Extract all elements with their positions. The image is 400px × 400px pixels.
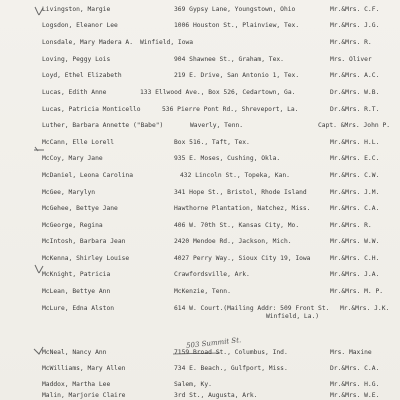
student-name: Loving, Peggy Lois: [42, 56, 111, 63]
list-item: [0, 305, 400, 325]
parent-name: Mrs. Oliver: [330, 56, 372, 63]
parent-name: Mr.&Mrs. C.W.: [330, 172, 380, 179]
student-name: McCann, Elle Lorell: [42, 139, 115, 146]
address: Waverly, Tenn.: [190, 122, 244, 129]
address: 432 Lincoln St., Topeka, Kan.: [180, 172, 290, 179]
parent-name: Mr.&Mrs. J.M.: [330, 189, 380, 196]
address: 369 Gypsy Lane, Youngstown, Ohio: [174, 6, 296, 13]
list-item: [0, 172, 400, 186]
student-name: Maddox, Martha Lee: [42, 381, 111, 388]
list-item: [0, 155, 400, 169]
parent-name: Mr.&Mrs. W.W.: [330, 238, 380, 245]
student-name: McKenna, Shirley Louise: [42, 255, 130, 262]
parent-name: Dr.&Mrs. C.A.: [330, 365, 380, 372]
address: 935 E. Moses, Cushing, Okla.: [174, 155, 281, 162]
parent-name: Mr.&Mrs. C.A.: [330, 205, 380, 212]
address: 219 E. Drive, San Antonio 1, Tex.: [174, 72, 300, 79]
parent-name: Dr.&Mrs. W.B.: [330, 89, 380, 96]
list-item: [0, 6, 400, 20]
parent-name: Mr.&Mrs. W.E.: [330, 392, 380, 399]
address: 904 Shawnee St., Graham, Tex.: [174, 56, 284, 63]
list-item: [0, 349, 400, 363]
address: 406 W. 70th St., Kansas City, Mo.: [174, 222, 300, 229]
student-name: McGee, Marylyn: [42, 189, 96, 196]
address: 1006 Houston St., Plainview, Tex.: [174, 22, 300, 29]
list-item: [0, 365, 400, 379]
address: 7159 Broad St., Columbus, Ind.: [174, 349, 288, 356]
address: 4027 Perry Way., Sioux City 19, Iowa: [174, 255, 311, 262]
list-item: [0, 39, 400, 53]
student-name: McKnight, Patricia: [42, 271, 111, 278]
list-item: [0, 139, 400, 153]
parent-name: Mr.&Mrs. A.C.: [330, 72, 380, 79]
list-item: [0, 189, 400, 203]
address: 734 E. Beach., Gulfport, Miss.: [174, 365, 288, 372]
student-name: McWilliams, Mary Allen: [42, 365, 126, 372]
student-name: McCoy, Mary Jane: [42, 155, 103, 162]
address: 2420 Mendoe Rd., Jackson, Mich.: [174, 238, 292, 245]
student-name: McDaniel, Leona Carolina: [42, 172, 133, 179]
list-item: [0, 122, 400, 136]
handwritten-address-note: 503 Summit St.: [185, 336, 242, 350]
student-name: McLure, Edna Alston: [42, 305, 115, 312]
student-name: McIntosh, Barbara Jean: [42, 238, 126, 245]
parent-name: Mr.&Mrs. H.L.: [330, 139, 380, 146]
list-item: [0, 392, 400, 400]
address: 536 Pierre Pont Rd., Shreveport, La.: [162, 106, 299, 113]
parent-name: Mr.&Mrs. C.F.: [330, 6, 380, 13]
student-name: Lucas, Patricia Monticello: [42, 106, 141, 113]
parent-name: Mr.&Mrs. R.: [330, 222, 372, 229]
address: Hawthorne Plantation, Natchez, Miss.: [174, 205, 311, 212]
parent-name: Mr.&Mrs. J.A.: [330, 271, 380, 278]
student-name: Malin, Marjorie Claire: [42, 392, 126, 399]
address: Crawfordsville, Ark.: [174, 271, 250, 278]
student-name: Lucas, Edith Anne: [42, 89, 107, 96]
address: Salem, Ky.: [174, 381, 212, 388]
parent-name: Mr.&Mrs. E.C.: [330, 155, 380, 162]
student-name: Logsdon, Eleanor Lee: [42, 22, 118, 29]
list-item: [0, 205, 400, 219]
address: 614 W. Court.(Mailing Addr: 509 Front St.: [174, 305, 330, 312]
list-item: [0, 255, 400, 269]
parent-name: Mr.&Mrs. H.G.: [330, 381, 380, 388]
list-item: [0, 22, 400, 36]
student-name: Loyd, Ethel Elizabeth: [42, 72, 122, 79]
parent-name: Capt. &Mrs. John P.: [318, 122, 391, 129]
address: Winfield, Iowa: [140, 39, 194, 46]
address: 341 Hope St., Bristol, Rhode Island: [174, 189, 307, 196]
parent-name: Dr.&Mrs. R.T.: [330, 106, 380, 113]
parent-name: Mr.&Mrs. M. P.: [330, 288, 384, 295]
address: 133 Ellwood Ave., Box 526, Cedartown, Ga.: [140, 89, 296, 96]
student-name: Luther, Barbara Annette ("Babe"): [42, 122, 164, 129]
address: 3rd St., Augusta, Ark.: [174, 392, 258, 399]
student-name: McLean, Bettye Ann: [42, 288, 111, 295]
parent-name: Mrs. Maxine: [330, 349, 372, 356]
list-item: [0, 222, 400, 236]
list-item: [0, 238, 400, 252]
student-name: McGehee, Bettye Jane: [42, 205, 118, 212]
student-name: Lonsdale, Mary Madera A.: [42, 39, 133, 46]
list-item: [0, 288, 400, 302]
parent-name: Mr.&Mrs. C.H.: [330, 255, 380, 262]
student-name: McGeorge, Regina: [42, 222, 103, 229]
student-name: Livingston, Margie: [42, 6, 111, 13]
parent-name: Mr.&Mrs. J.K.: [340, 305, 390, 312]
address: McKenzie, Tenn.: [174, 288, 231, 295]
list-item: [0, 89, 400, 103]
parent-name: Mr.&Mrs. J.G.: [330, 22, 380, 29]
address: Box 516., Taft, Tex.: [174, 139, 250, 146]
parent-name: Mr.&Mrs. R.: [330, 39, 372, 46]
list-item: [0, 72, 400, 86]
list-item: [0, 271, 400, 285]
list-item: [0, 106, 400, 120]
student-name: McNeal, Nancy Ann: [42, 349, 107, 356]
list-item: [0, 56, 400, 70]
address-continuation: Winfield, La.): [266, 313, 320, 320]
